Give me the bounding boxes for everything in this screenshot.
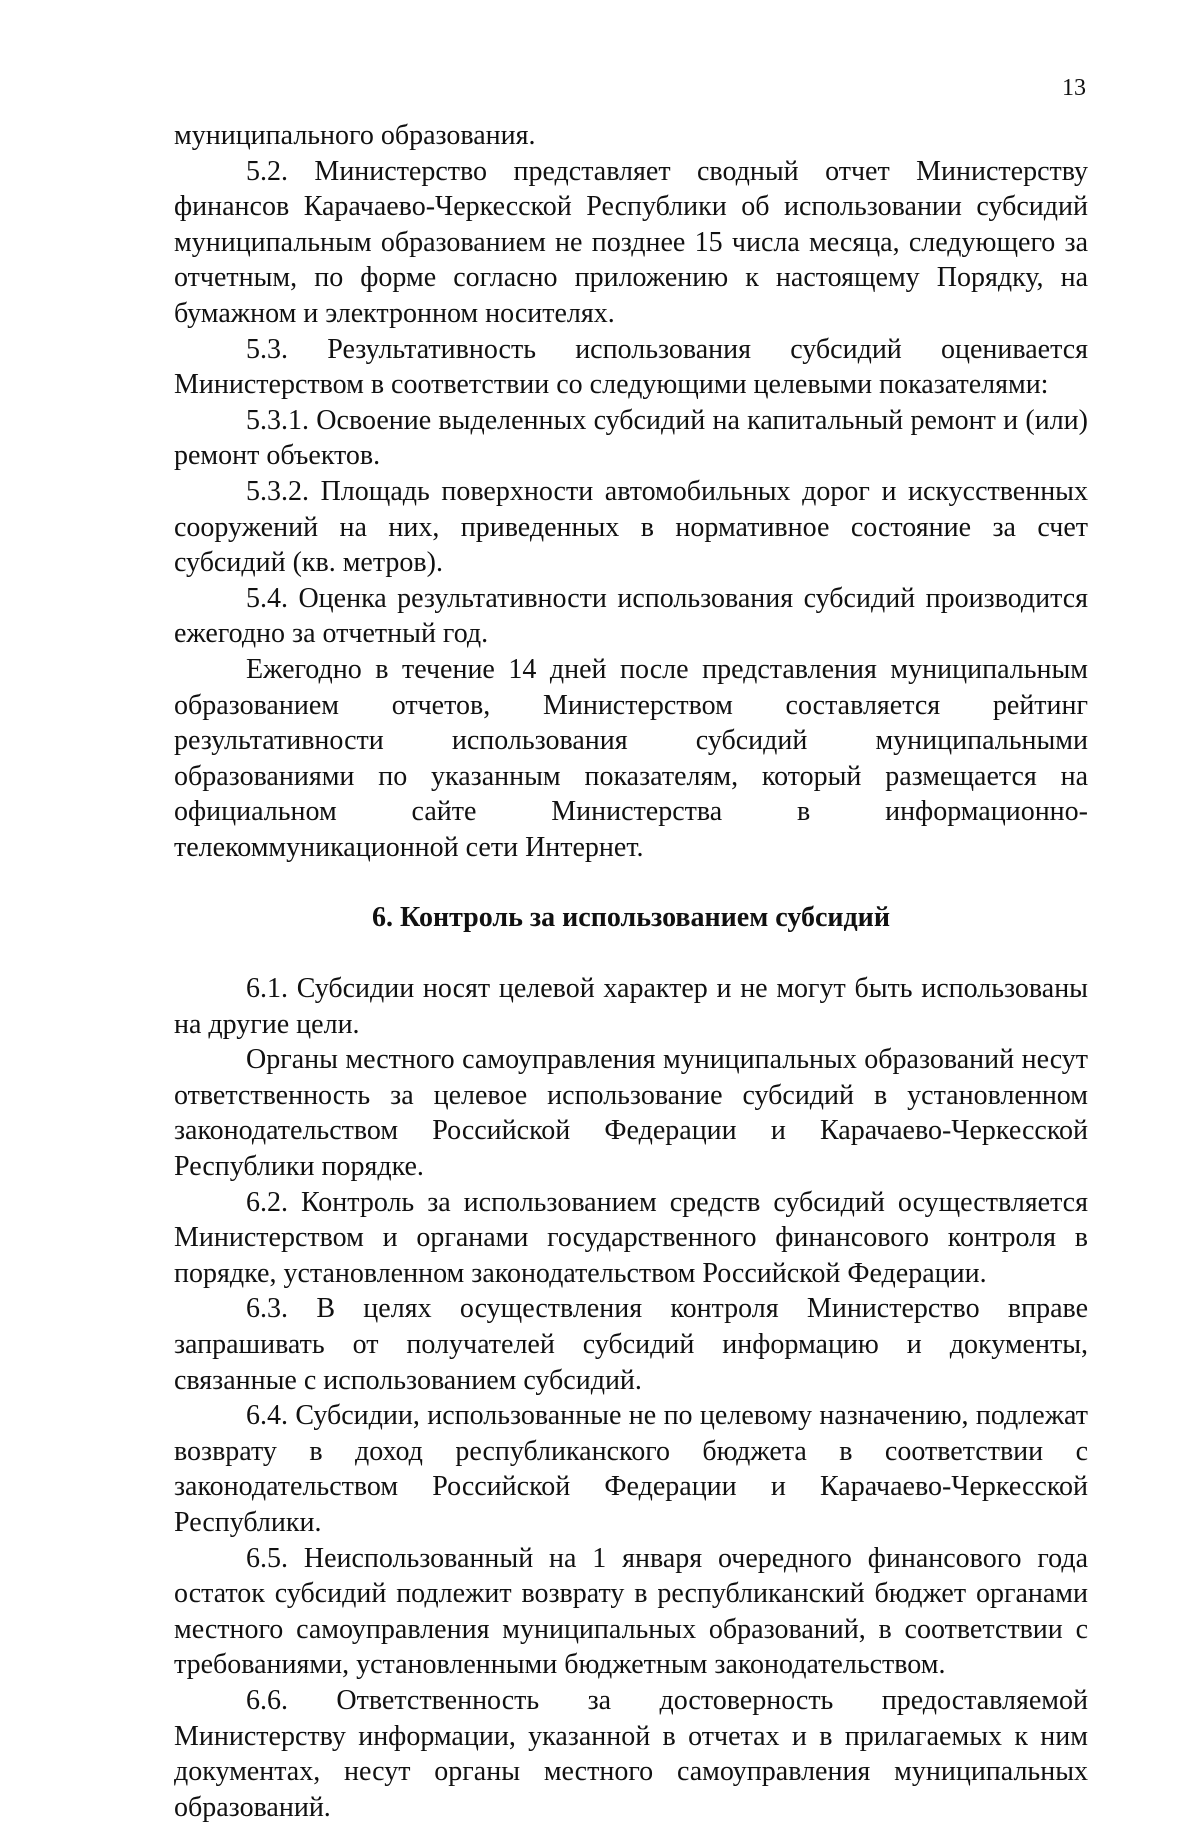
section-5-content [174, 118, 1088, 865]
paragraph-6-2: 6.2. Контроль за использованием средств субсидий осуществляется Министерством и органами государственного финансового контроля в порядке, установленном законодательством Российской Федерации. [174, 1186, 1088, 1289]
paragraph-5-3-1: 5.3.1. Освоение выделенных субсидий на капитальный ремонт и (или) ремонт объектов. [174, 404, 1088, 472]
paragraph-5-4-rating: Ежегодно в течение 14 дней после представления муниципальным образованием отчетов, Министерством составляется рейтинг результативности использования субсидий муниципальными образованиями по указанным показателям, который размещается на официальном сайте Министерства в информационно-телекоммуникационной сети Интернет. [174, 653, 1088, 863]
section-6-heading: 6. Контроль за использованием субсидий [372, 902, 890, 934]
paragraph-6-4: 6.4. Субсидии, использованные не по целевому назначению, подлежат возврату в доход республиканского бюджета в соответствии с законодательством Российской Федерации и Карачаево-Черкесской Республики. [174, 1400, 1088, 1538]
section-6-content [174, 971, 1088, 1825]
paragraph-5-2: 5.2. Министерство представляет сводный отчет Министерству финансов Карачаево-Черкесской Республики об использовании субсидий муниципальным образованием не позднее 15 числа месяца, следующего за отчетным, по форме согласно приложению к настоящему Порядку, на бумажном и электронном носителях. [174, 155, 1088, 329]
paragraph-6-5: 6.5. Неиспользованный на 1 января очередного финансового года остаток субсидий подлежит возврату в республиканский бюджет органами местного самоуправления муниципальных образований, в соответствии с требованиями, установленными бюджетным законодательством. [174, 1542, 1088, 1681]
paragraph-5-3: 5.3. Результативность использования субсидий оценивается Министерством в соответствии со следующими целевыми показателями: [174, 333, 1088, 401]
paragraph-6-1-responsibility: Органы местного самоуправления муниципальных образований несут ответственность за целевое использование субсидий в установленном законодательством Российской Федерации и Карачаево-Черкесской Республики порядке. [174, 1044, 1088, 1183]
paragraph-5-4: 5.4. Оценка результативности использования субсидий производится ежегодно за отчетный год. [174, 582, 1088, 650]
document-body [174, 118, 1088, 1825]
paragraph-continuation: муниципального образования. [174, 120, 536, 151]
paragraph-6-6: 6.6. Ответственность за достоверность предоставляемой Министерству информации, указанной в отчетах и в прилагаемых к ним документах, несут органы местного самоуправления муниципальных образований. [174, 1684, 1088, 1823]
paragraph-5-3-2: 5.3.2. Площадь поверхности автомобильных дорог и искусственных сооружений на них, приведенных в нормативное состояние за счет субсидий (кв. метров). [174, 475, 1088, 579]
paragraph-6-3: 6.3. В целях осуществления контроля Министерство вправе запрашивать от получателей субсидий информацию и документы, связанные с использованием субсидий. [174, 1293, 1088, 1396]
page-number: 13 [1062, 75, 1086, 101]
paragraph-6-1: 6.1. Субсидии носят целевой характер и не могут быть использованы на другие цели. [174, 973, 1088, 1040]
